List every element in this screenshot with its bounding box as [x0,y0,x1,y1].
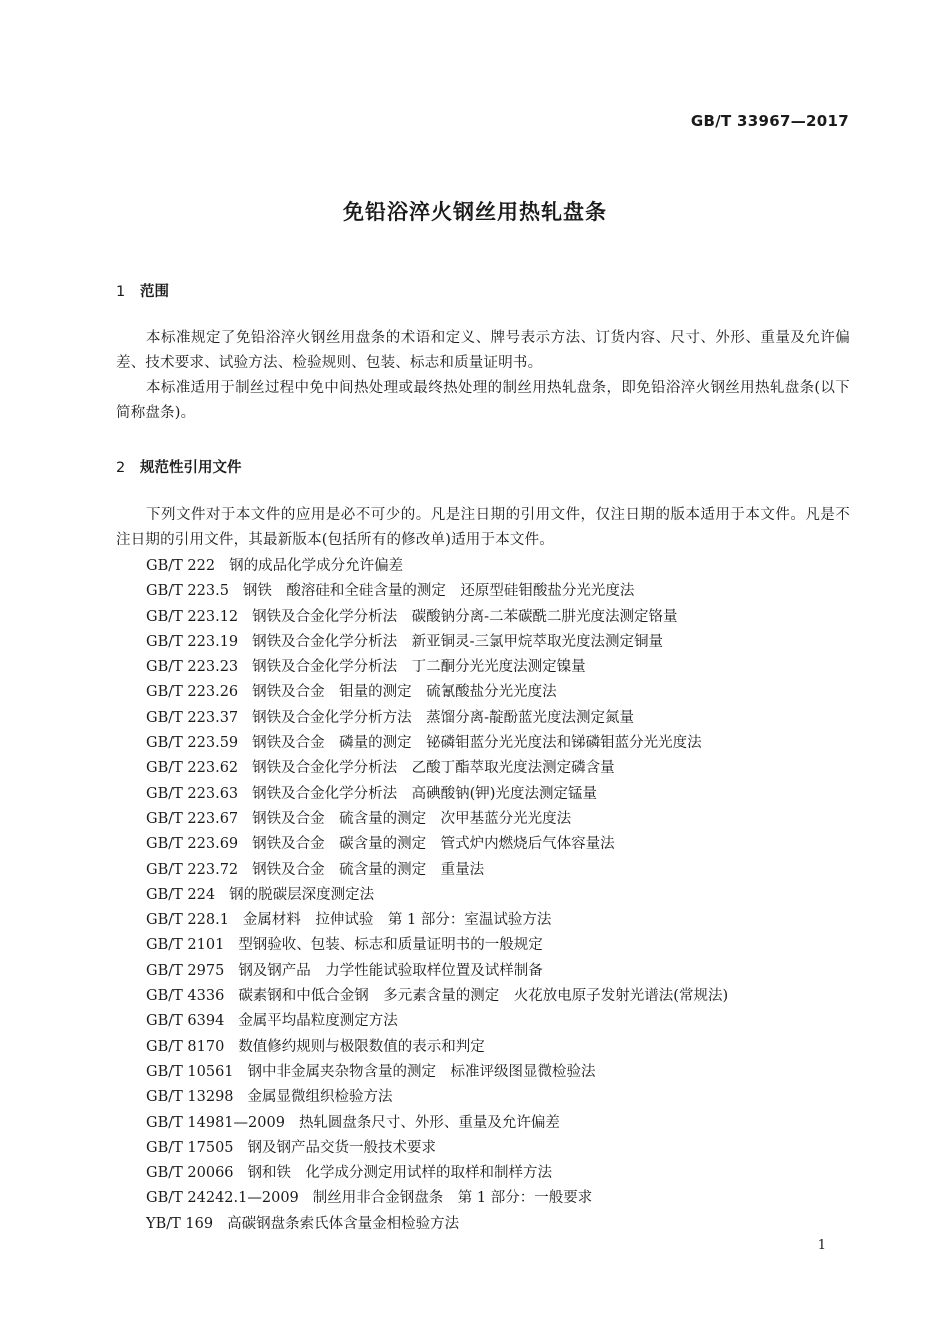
reference-item [146,1111,850,1136]
reference-code: GB/T 222 [146,558,216,574]
reference-item [146,706,850,731]
reference-code: GB/T 223.59 [146,735,239,752]
reference-item [146,605,850,630]
reference-title: 碳素钢和中低合金钢 多元素含量的测定 火花放电原子发射光谱法(常规法) [238,988,729,1005]
reference-item [146,1085,850,1110]
standard-code: GB/T 33967—2017 [690,112,849,130]
reference-item [146,933,850,958]
reference-title: 钢铁及合金 硫含量的测定 次甲基蓝分光光度法 [252,810,572,827]
reference-code: GB/T 24242.1—2009 [146,1190,299,1207]
reference-item [146,782,850,807]
reference-code: GB/T 223.62 [146,760,239,777]
normative-references-intro: 下列文件对于本文件的应用是必不可少的。凡是注日期的引用文件，仅注日期的版本适用于本文件。凡是不注日期的引用文件，其最新版本(包括所有的修改单)适用于本文件。 [116,507,850,548]
section-1-heading [116,280,169,301]
scope-paragraph-2: 本标准适用于制丝过程中免中间热处理或最终热处理的制丝用热轧盘条，即免铅浴淬火钢丝用热轧盘条(以下简称盘条)。 [116,380,850,421]
reference-item [146,554,850,579]
reference-code: GB/T 8170 [146,1038,225,1055]
reference-title: 金属显微组织检验方法 [247,1089,393,1106]
reference-item [146,680,850,705]
reference-code: GB/T 223.67 [146,810,239,827]
reference-title: 数值修约规则与极限数值的表示和判定 [238,1038,485,1055]
reference-code: GB/T 2101 [146,937,225,954]
reference-title: 钢铁 酸溶硅和全硅含量的测定 还原型硅钼酸盐分光光度法 [242,583,635,600]
reference-title: 金属材料 拉伸试验 第 1 部分：室温试验方法 [242,912,552,929]
reference-code: GB/T 223.63 [146,785,239,802]
reference-title: 钢中非金属夹杂物含量的测定 标准评级图显微检验法 [247,1063,596,1080]
reference-title: 钢铁及合金化学分析法 碳酸钠分离-二苯碳酰二肼光度法测定铬量 [252,608,678,625]
reference-item [146,984,850,1009]
reference-title: 钢铁及合金 磷量的测定 铋磷钼蓝分光光度法和锑磷钼蓝分光光度法 [252,735,702,752]
reference-code: GB/T 223.19 [146,633,239,650]
reference-item [146,807,850,832]
reference-code: GB/T 6394 [146,1013,225,1030]
reference-code: GB/T 223.5 [146,583,229,600]
page-number: 1 [817,1238,826,1253]
reference-item [146,908,850,933]
reference-title: 钢及钢产品 力学性能试验取样位置及试样制备 [238,962,543,979]
reference-title: 制丝用非合金钢盘条 第 1 部分：一般要求 [312,1190,593,1207]
reference-title: 钢铁及合金化学分析方法 蒸馏分离-靛酚蓝光度法测定氮量 [252,709,635,726]
section-2-heading [116,456,242,477]
reference-code: GB/T 223.12 [146,608,239,625]
reference-code: GB/T 14981—2009 [146,1114,285,1131]
section-2-title: 规范性引用文件 [140,460,242,476]
reference-code: GB/T 223.37 [146,709,239,726]
reference-code: GB/T 10561 [146,1063,234,1080]
reference-item [146,630,850,655]
reference-code: YB/T 169 [146,1215,214,1232]
reference-item [146,1136,850,1161]
reference-title: 钢铁及合金 碳含量的测定 管式炉内燃烧后气体容量法 [252,836,615,853]
reference-code: GB/T 20066 [146,1165,234,1182]
reference-title: 钢铁及合金化学分析法 丁二酮分光光度法测定镍量 [252,659,586,676]
reference-title: 金属平均晶粒度测定方法 [238,1013,398,1030]
reference-title: 高碳钢盘条索氏体含量金相检验方法 [227,1215,460,1232]
reference-code: GB/T 223.23 [146,659,239,676]
reference-item [146,858,850,883]
section-1-title: 范围 [140,284,169,300]
reference-code: GB/T 228.1 [146,912,229,929]
reference-item [146,579,850,604]
reference-title: 型钢验收、包装、标志和质量证明书的一般规定 [238,937,543,954]
reference-item [146,1186,850,1211]
reference-item [146,959,850,984]
reference-item [146,655,850,680]
reference-title: 热轧圆盘条尺寸、外形、重量及允许偏差 [298,1114,560,1131]
scope-paragraph-1: 本标准规定了免铅浴淬火钢丝用盘条的术语和定义、牌号表示方法、订货内容、尺寸、外形、重量及允许偏差、技术要求、试验方法、检验规则、包装、标志和质量证明书。 [116,330,850,371]
reference-item [146,1161,850,1186]
reference-code: GB/T 224 [146,886,216,903]
reference-title: 钢的成品化学成分允许偏差 [229,558,404,574]
reference-item [146,1035,850,1060]
reference-title: 钢及钢产品交货一般技术要求 [247,1139,437,1156]
reference-code: GB/T 17505 [146,1139,234,1156]
reference-code: GB/T 223.26 [146,684,239,701]
reference-code: GB/T 223.72 [146,861,239,878]
reference-code: GB/T 4336 [146,988,225,1005]
reference-title: 钢铁及合金 硫含量的测定 重量法 [252,861,485,878]
reference-title: 钢铁及合金化学分析法 乙酸丁酯萃取光度法测定磷含量 [252,760,615,777]
reference-list [146,554,850,1237]
reference-item [146,731,850,756]
reference-item [146,1212,850,1237]
reference-item [146,832,850,857]
reference-item [146,756,850,781]
reference-code: GB/T 13298 [146,1089,234,1106]
reference-item [146,883,850,908]
reference-code: GB/T 223.69 [146,836,239,853]
reference-item [146,1060,850,1085]
section-2-number: 2 [116,460,126,476]
reference-item [146,1009,850,1034]
section-1-number: 1 [116,284,126,300]
reference-code: GB/T 2975 [146,962,225,979]
reference-title: 钢铁及合金化学分析法 高碘酸钠(钾)光度法测定锰量 [252,785,597,802]
reference-title: 钢和铁 化学成分测定用试样的取样和制样方法 [247,1165,553,1182]
reference-title: 钢的脱碳层深度测定法 [229,886,375,903]
reference-title: 钢铁及合金 钼量的测定 硫氰酸盐分光光度法 [252,684,557,701]
reference-title: 钢铁及合金化学分析法 新亚铜灵-三氯甲烷萃取光度法测定铜量 [252,633,664,650]
document-title: 免铅浴淬火钢丝用热轧盘条 [343,200,607,224]
